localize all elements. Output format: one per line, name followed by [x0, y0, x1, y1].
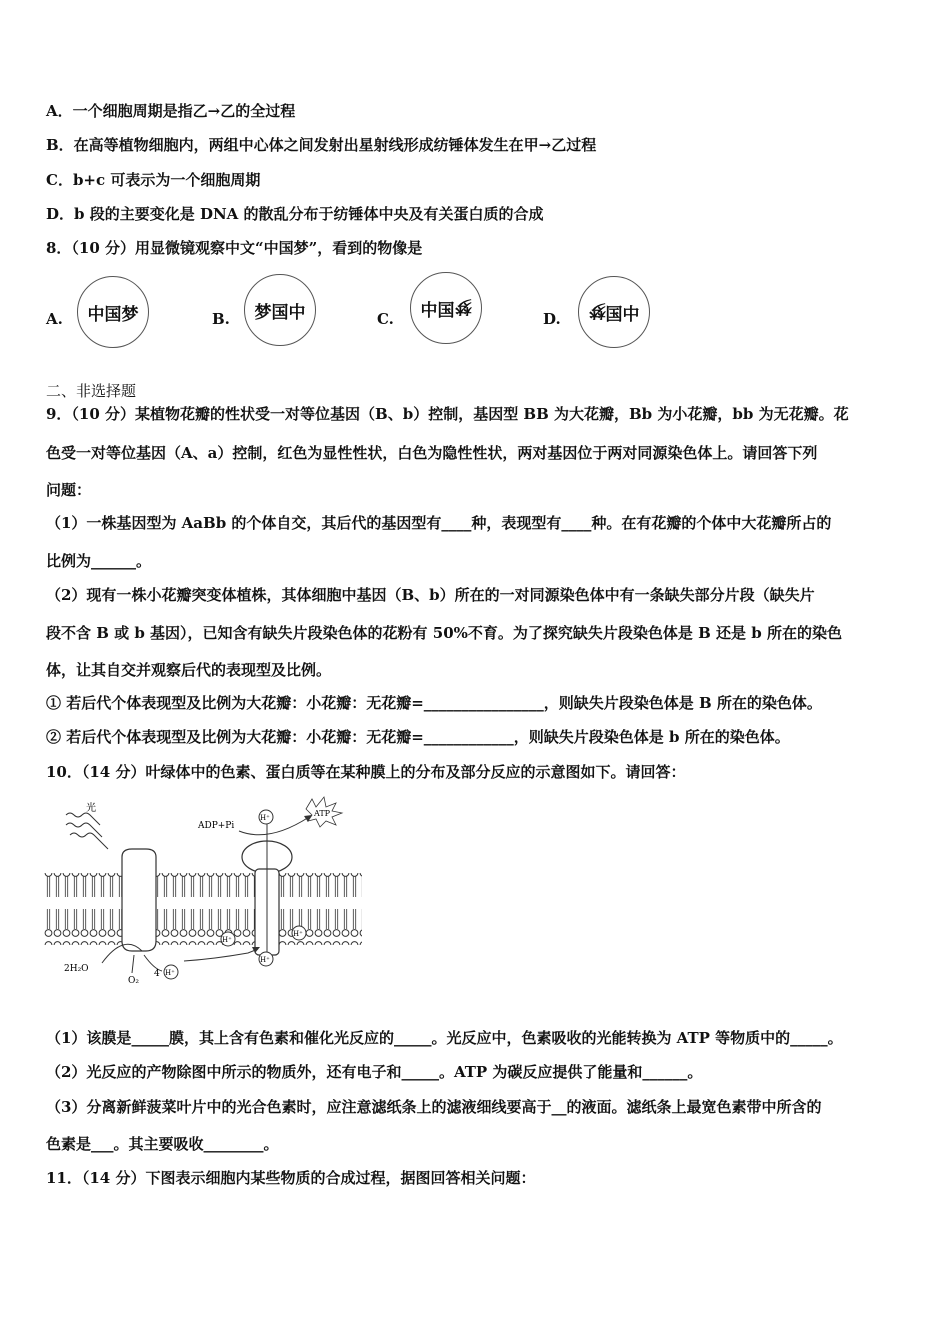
q8-option-a-text: 中国梦: [87, 304, 139, 325]
atp-arrow: [239, 817, 309, 835]
q7-option-b: B．在高等植物细胞内，两组中心体之间发射出星射线形成纺锤体发生在甲→乙过程: [46, 136, 597, 154]
adp-label: ADP+Pi: [198, 821, 235, 831]
q10-stem: 10．（14 分）叶绿体中的色素、蛋白质等在某种膜上的分布及部分反应的示意图如下。请回答：: [46, 763, 686, 781]
q8-option-c-text-mirror: 梦: [454, 295, 472, 316]
q9-line-6: （2）现有一株小花瓣突变体植株，其体细胞中基因（B、b）所在的一对同源染色体中有一条缺失部分片段（缺失片: [46, 586, 815, 604]
q8-option-c-letter: C.: [377, 310, 394, 328]
q7-option-d: D．b 段的主要变化是 DNA 的散乱分布于纺锤体中央及有关蛋白质的合成: [46, 205, 544, 223]
q9-line-9: ① 若后代个体表现型及比例为大花瓣：小花瓣：无花瓣=________________，则缺失片段染色体是 B 所在的染色体。: [46, 694, 822, 712]
q10-line-3: （3）分离新鲜菠菜叶片中的光合色素时，应注意滤纸条上的滤液细线要高于__的液面。滤纸条上最宽色素带中所含的: [46, 1098, 822, 1116]
h-plus-3: H⁺: [260, 956, 270, 964]
q9-line-1: 9．（10 分）某植物花瓣的性状受一对等位基因（B、b）控制，基因型 BB 为大花瓣，Bb 为小花瓣，bb 为无花瓣。花: [46, 405, 849, 423]
q9-line-2: 色受一对等位基因（A、a）控制，红色为显性性状，白色为隐性性状，两对基因位于两对同源染色体上。请回答下列: [46, 444, 818, 462]
photosystem-protein: [122, 849, 156, 951]
q9-line-5: 比例为______。: [46, 552, 152, 570]
q8-option-a-letter: A.: [46, 310, 63, 328]
q9-line-8: 体，让其自交并观察后代的表现型及比例。: [46, 661, 332, 679]
q9-line-7: 段不含 B 或 b 基因），已知含有缺失片段染色体的花粉有 50%不育。为了探究缺失片段染色体是 B 还是 b 所在的染色: [46, 624, 842, 642]
q10-line-1: （1）该膜是_____膜，其上含有色素和催化光反应的_____。光反应中，色素吸收的光能转换为 ATP 等物质中的_____。: [46, 1029, 843, 1047]
q8-option-d-text-mirror: 梦: [588, 299, 606, 320]
q8-option-b-letter: B.: [212, 310, 230, 328]
h-plus-4: H⁺: [165, 969, 175, 977]
q8-option-c-text-left: 中国: [420, 300, 455, 321]
q10-line-2: （2）光反应的产物除图中所示的物质外，还有电子和_____。ATP 为碳反应提供了能量和______。: [46, 1063, 703, 1081]
thylakoid-diagram: [44, 795, 364, 995]
h-plus-top: H⁺: [260, 814, 270, 822]
q7-option-a: A．一个细胞周期是指乙→乙的全过程: [46, 102, 296, 120]
q11-stem: 11．（14 分）下图表示细胞内某些物质的合成过程，据图回答相关问题：: [46, 1169, 536, 1187]
q9-line-4: （1）一株基因型为 AaBb 的个体自交，其后代的基因型有____种，表现型有____种。在有花瓣的个体中大花瓣所占的: [46, 514, 832, 532]
q8-option-a-circle: [77, 276, 149, 348]
q8-option-d-circle: [578, 276, 650, 348]
q8-option-d-letter: D.: [543, 310, 561, 328]
section-title: 二、非选择题: [46, 382, 137, 400]
q7-option-c: C．b+c 可表示为一个细胞周期: [46, 171, 261, 189]
q8-option-b-text: 梦国中: [254, 302, 306, 323]
lipid-bilayer: [44, 873, 362, 945]
h-plus-2: H⁺: [293, 930, 303, 938]
water-label: 2H₂O: [64, 964, 89, 974]
q8-option-c-circle: [410, 272, 482, 344]
atp-label: ATP: [314, 809, 331, 818]
q8-stem: 8．（10 分）用显微镜观察中文“中国梦”，看到的物像是: [46, 239, 423, 257]
q9-line-10: ② 若后代个体表现型及比例为大花瓣：小花瓣：无花瓣=____________，则缺失片段染色体是 b 所在的染色体。: [46, 728, 790, 746]
light-arrows: [66, 813, 108, 849]
h-plus-1: H⁺: [222, 936, 232, 944]
o2-label: O₂: [128, 976, 139, 986]
four-label: 4: [154, 969, 160, 979]
q9-line-3: 问题：: [46, 481, 92, 499]
q10-line-4: 色素是___。其主要吸收________。: [46, 1135, 279, 1153]
q8-option-b-circle: [244, 274, 316, 346]
light-label: 光: [86, 803, 96, 814]
q8-option-d-text-right: 国中: [605, 304, 640, 325]
